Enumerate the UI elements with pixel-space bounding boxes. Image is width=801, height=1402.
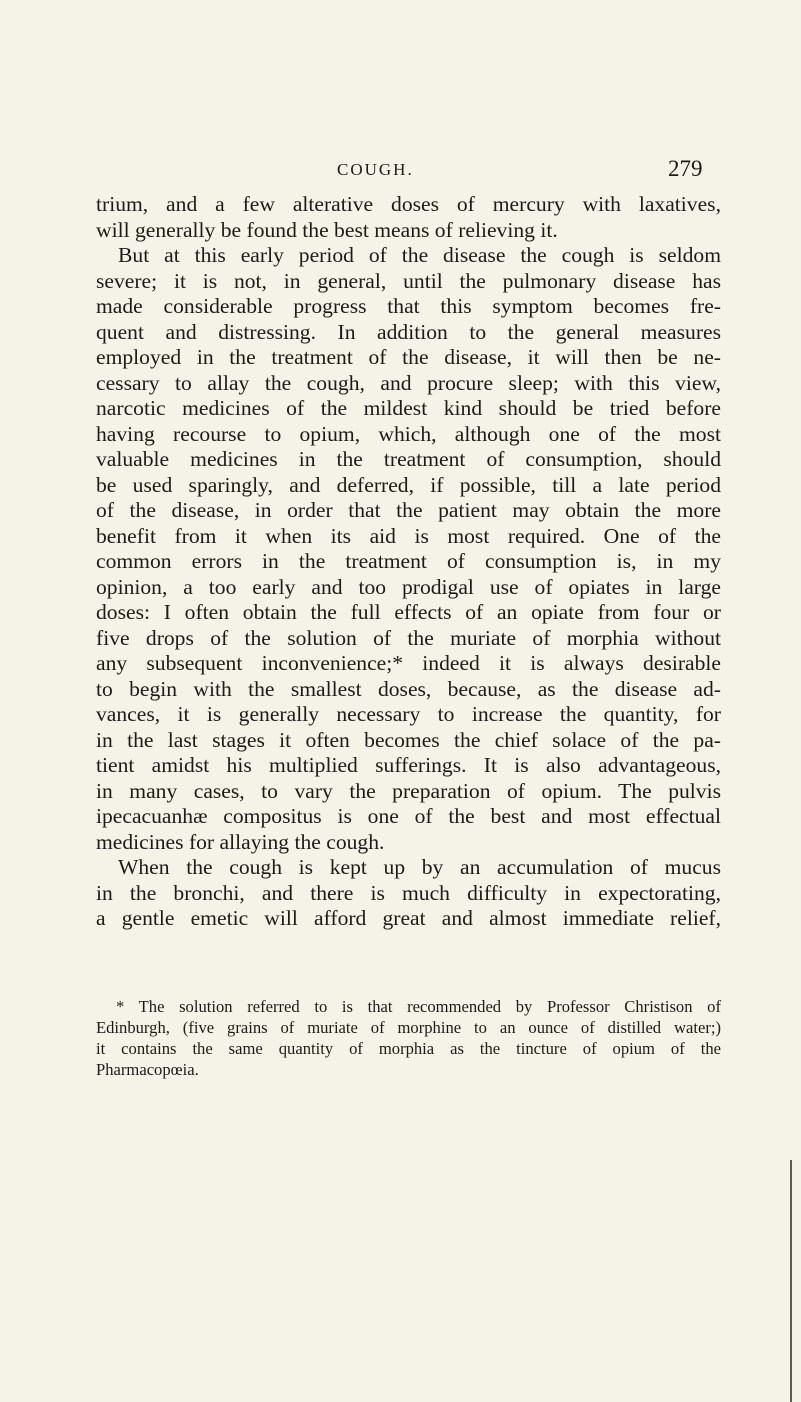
text-line: opinion, a too early and too prodigal use of opiates in large (96, 574, 721, 599)
text-line: quent and distressing. In addition to the general measures (96, 319, 721, 344)
text-line: five drops of the solution of the muriate of morphia without (96, 625, 721, 650)
text-line: tient amidst his multiplied sufferings. It is also advantageous, (96, 753, 721, 777)
text-line: in many cases, to vary the preparation of opium. The pulvis (96, 778, 721, 803)
text-line: any subsequent inconvenience;* indeed it is always desirable (96, 651, 721, 675)
text-line: ipecacuanhæ compositus is one of the best and most effectual (96, 804, 721, 828)
text-line: a gentle emetic will afford great and almost immediate relief, (96, 906, 721, 930)
text-line: cessary to allay the cough, and procure sleep; with this view, (96, 370, 721, 395)
footnote-line: Edinburgh, (five grains of muriate of morphine to an ounce of distilled water;) (96, 1018, 721, 1037)
text-line: made considerable progress that this symptom becomes fre- (96, 294, 721, 318)
text-line: will generally be found the best means of relieving it. (96, 217, 558, 242)
footnote (96, 996, 721, 1080)
text-line: in the bronchi, and there is much difficulty in expectorating, (96, 880, 721, 905)
text-line: doses: I often obtain the full effects of an opiate from four or (96, 600, 721, 624)
text-line: in the last stages it often becomes the chief solace of the pa- (96, 727, 721, 752)
text-line: narcotic medicines of the mildest kind should be tried before (96, 396, 721, 420)
footnote-line: Pharmacopœia. (96, 1060, 199, 1079)
text-line: vances, it is generally necessary to increase the quantity, for (96, 702, 721, 726)
running-title: COUGH. (337, 160, 414, 179)
text-line: of the disease, in order that the patient may obtain the more (96, 498, 721, 522)
body-text (96, 192, 721, 932)
page-number: 279 (668, 156, 703, 181)
text-line: But at this early period of the disease the cough is seldom (118, 243, 721, 267)
text-line: trium, and a few alterative doses of mercury with laxatives, (96, 192, 721, 216)
text-line: When the cough is kept up by an accumulation of mucus (118, 855, 721, 879)
text-line: be used sparingly, and deferred, if possible, till a late period (96, 472, 721, 497)
text-line: common errors in the treatment of consumption is, in my (96, 549, 721, 573)
text-line: valuable medicines in the treatment of consumption, should (96, 447, 721, 471)
text-line: to begin with the smallest doses, because, as the disease ad- (96, 676, 721, 701)
footnote-line: it contains the same quantity of morphia as the tincture of opium of the (96, 1039, 721, 1058)
text-line: having recourse to opium, which, although one of the most (96, 421, 721, 446)
text-line: employed in the treatment of the disease, it will then be ne- (96, 345, 721, 369)
page-edge-shadow (790, 1160, 792, 1402)
text-line: medicines for allaying the cough. (96, 829, 385, 854)
footnote-line: * The solution referred to is that recommended by Professor Christison of (116, 997, 721, 1016)
text-line: severe; it is not, in general, until the pulmonary disease has (96, 268, 721, 293)
text-line: benefit from it when its aid is most required. One of the (96, 523, 721, 548)
